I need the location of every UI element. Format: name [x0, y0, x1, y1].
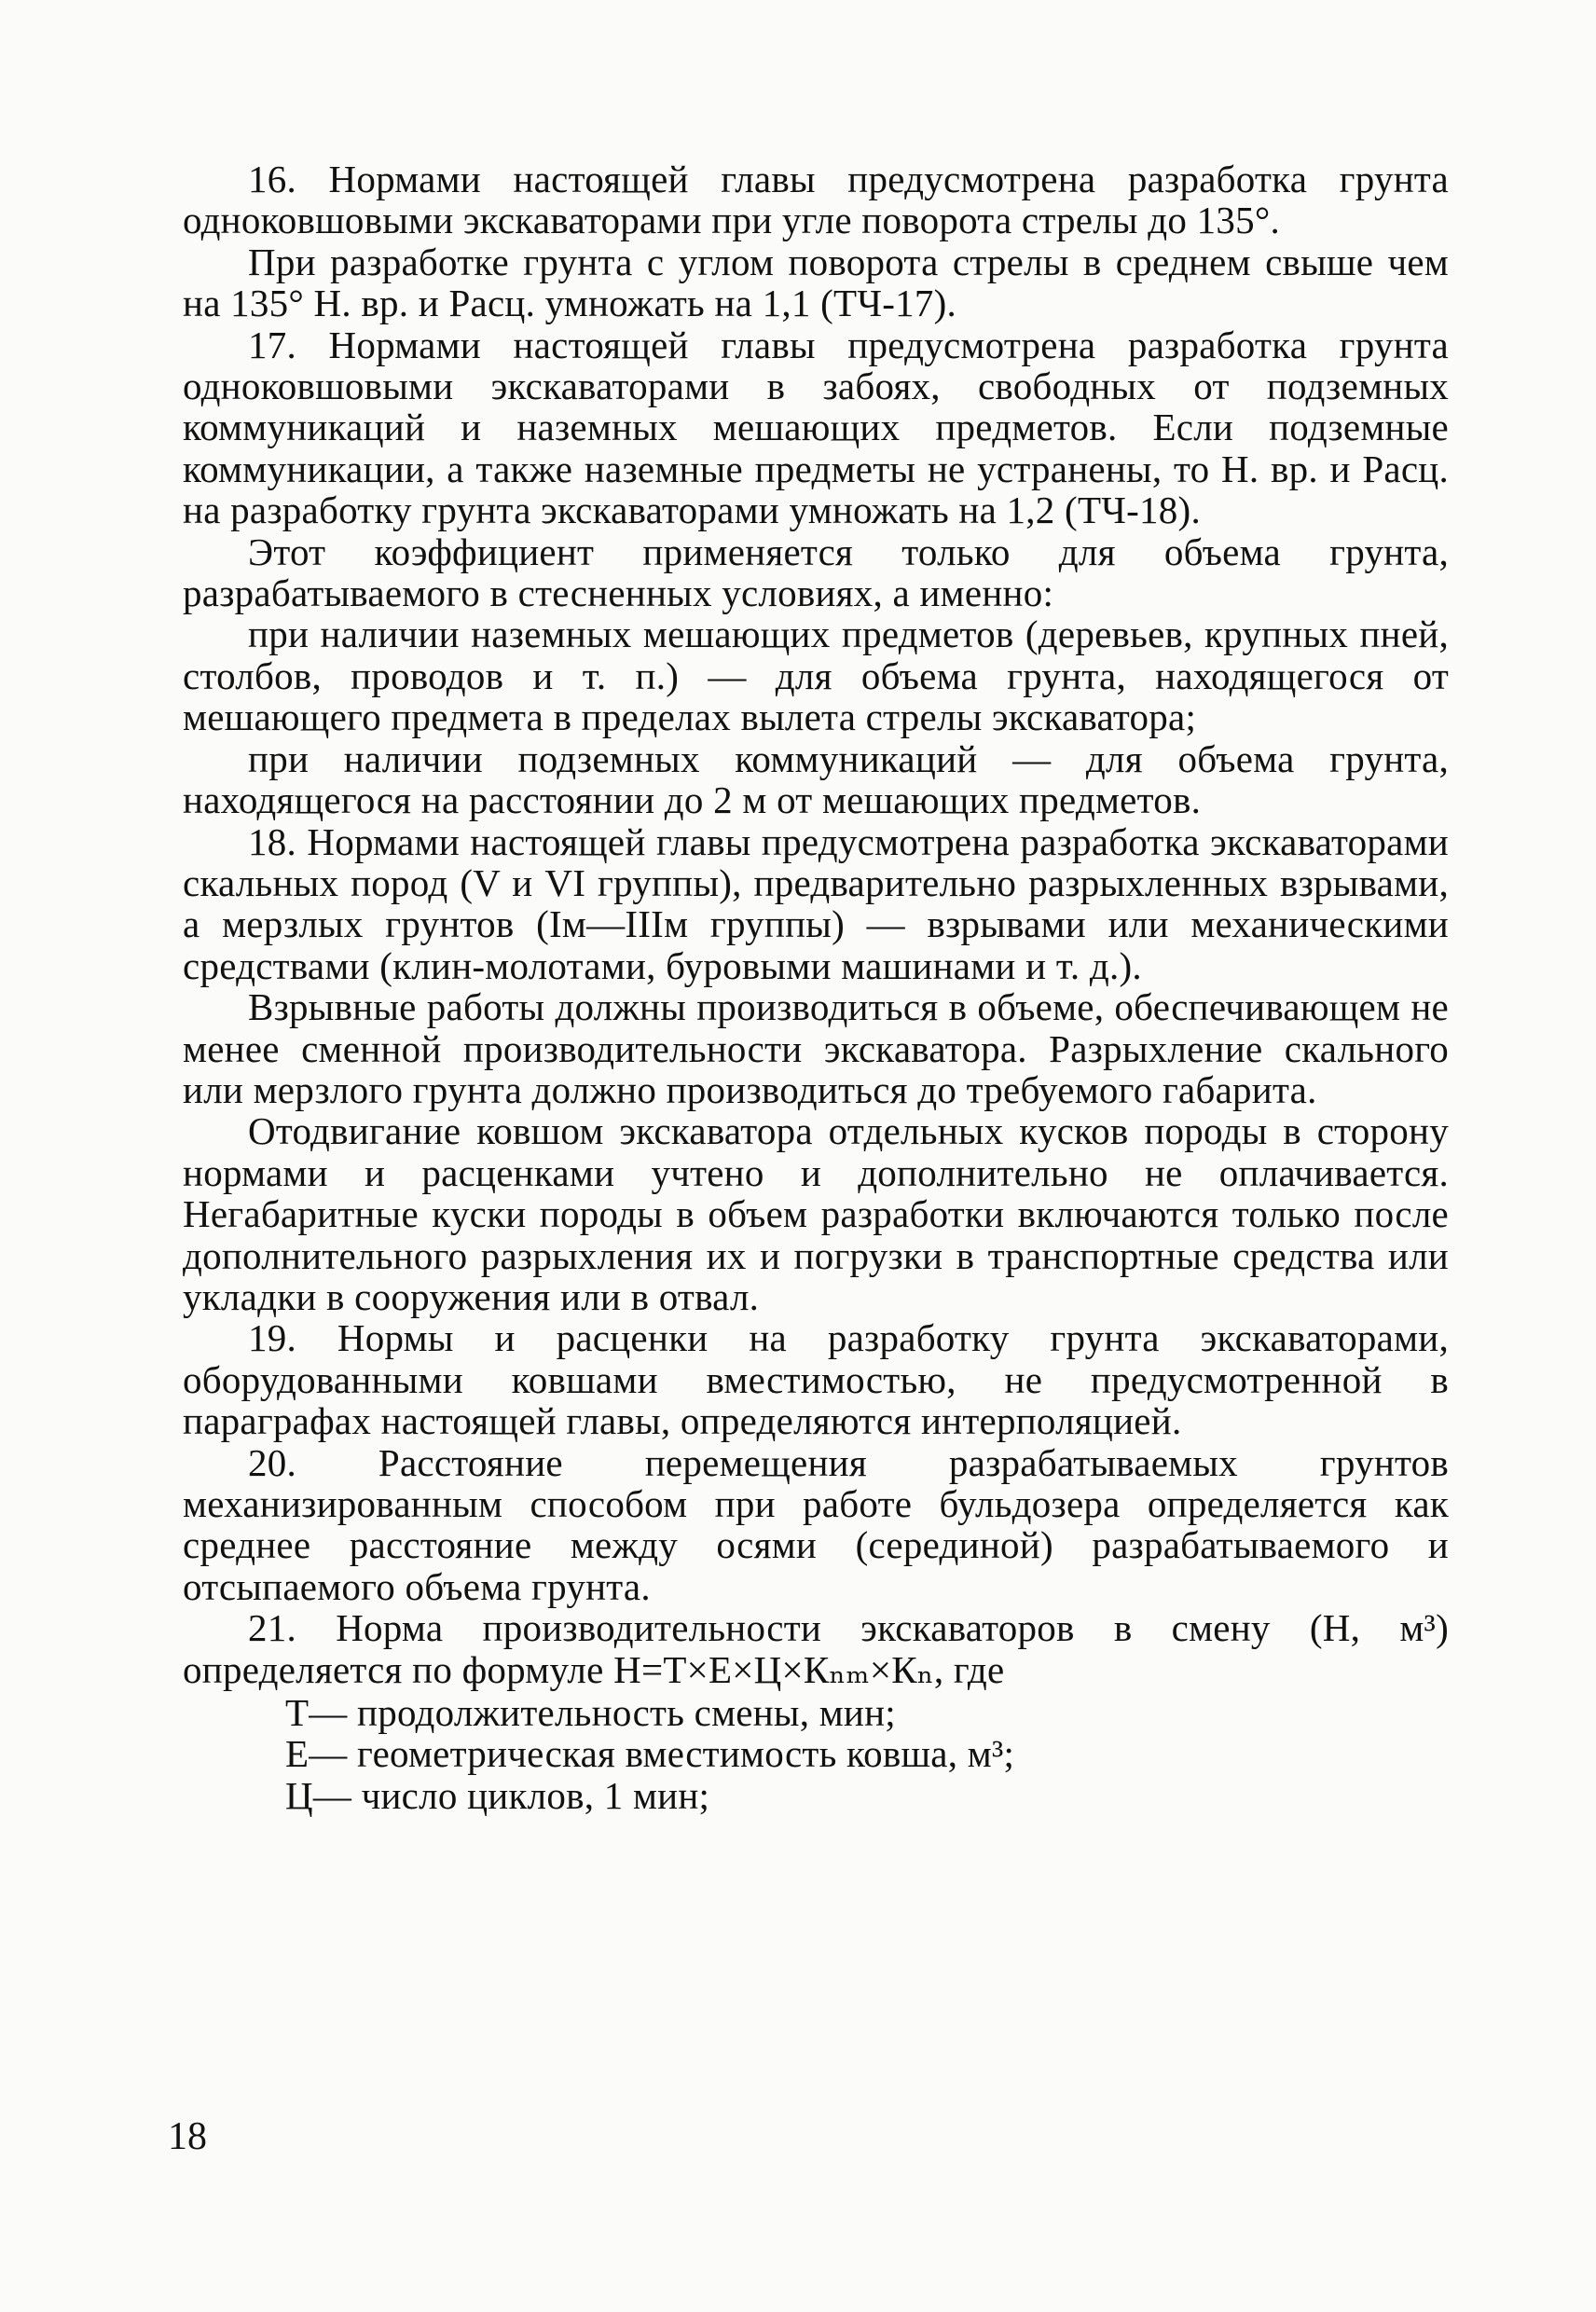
definition-e: Е— геометрическая вместимость ковша, м³;	[285, 1732, 1015, 1776]
definition-c: Ц— число циклов, 1 мин;	[285, 1773, 710, 1817]
paragraph-18-pushing: Отодвигание ковшом экскаватора отдельных кусков породы в сторону нормами и расценками учтено и дополнительно не оплачивается. Негабаритные куски породы в объем разработки включаются только после дополнительного разрыхления их и погрузки в транспортные средства или укладки в сооружения или в отвал.	[183, 1109, 1449, 1318]
paragraph-17: 17. Нормами настоящей главы предусмотрена разработка грунта одноковшовыми экскаваторами в забоях, свободных от подземных коммуникаций и наземных мешающих предметов. Если подземные коммуникации, а также наземные предметы не устранены, то Н. вр. и Расц. на разработку грунта экскаваторами умножать на 1,2 (ТЧ-18).	[183, 323, 1449, 532]
paragraph-21: 21. Норма производительности экскаваторов в смену (Н, м³) определяется по формуле Н=Т×Е×Ц×Кₙₘ×Кₙ, где	[183, 1606, 1449, 1691]
body-text	[183, 158, 1449, 1816]
paragraph-20: 20. Расстояние перемещения разрабатываемых грунтов механизированным способом при работе бульдозера определяется как среднее расстояние между осями (серединой) разрабатываемого и отсыпаемого объема грунта.	[183, 1440, 1449, 1608]
paragraph-18: 18. Нормами настоящей главы предусмотрена разработка экскаваторами скальных пород (V и VI группы), предварительно разрыхленных взрывами, а мерзлых грунтов (Iм—IIIм группы) — взрывами или механическими средствами (клин-молотами, буровыми машинами и т. д.).	[183, 819, 1449, 987]
paragraph-18-blasting: Взрывные работы должны производиться в объеме, обеспечивающем не менее сменной производительности экскаватора. Разрыхление скального или мерзлого грунта должно производиться до требуемого габарита.	[183, 985, 1449, 1111]
page-number: 18	[168, 2115, 207, 2158]
paragraph-17-coefficient: Этот коэффициент применяется только для объема грунта, разрабатываемого в стесненных условиях, а именно:	[183, 530, 1449, 615]
paragraph-17-ground-objects: при наличии наземных мешающих предметов (деревьев, крупных пней, столбов, проводов и т. п.) — для объема грунта, находящегося от мешающего предмета в пределах вылета стрелы экскаватора;	[183, 612, 1449, 739]
paragraph-17-underground: при наличии подземных коммуникаций — для объема грунта, находящегося на расстоянии до 2 м от мешающих предметов.	[183, 736, 1449, 822]
formula-definitions	[183, 1692, 1449, 1816]
definition-t: Т— продолжительность смены, мин;	[285, 1691, 896, 1735]
paragraph-16: 16. Нормами настоящей главы предусмотрена разработка грунта одноковшовыми экскаваторами при угле поворота стрелы до 135°.	[183, 158, 1449, 242]
paragraph-16-note: При разработке грунта с углом поворота стрелы в среднем свыше чем на 135° Н. вр. и Расц. умножать на 1,1 (ТЧ-17).	[183, 240, 1449, 325]
paragraph-19: 19. Нормы и расценки на разработку грунта экскаваторами, оборудованными ковшами вместимостью, не предусмотренной в параграфах настоящей главы, определяются интерполяцией.	[183, 1316, 1449, 1443]
